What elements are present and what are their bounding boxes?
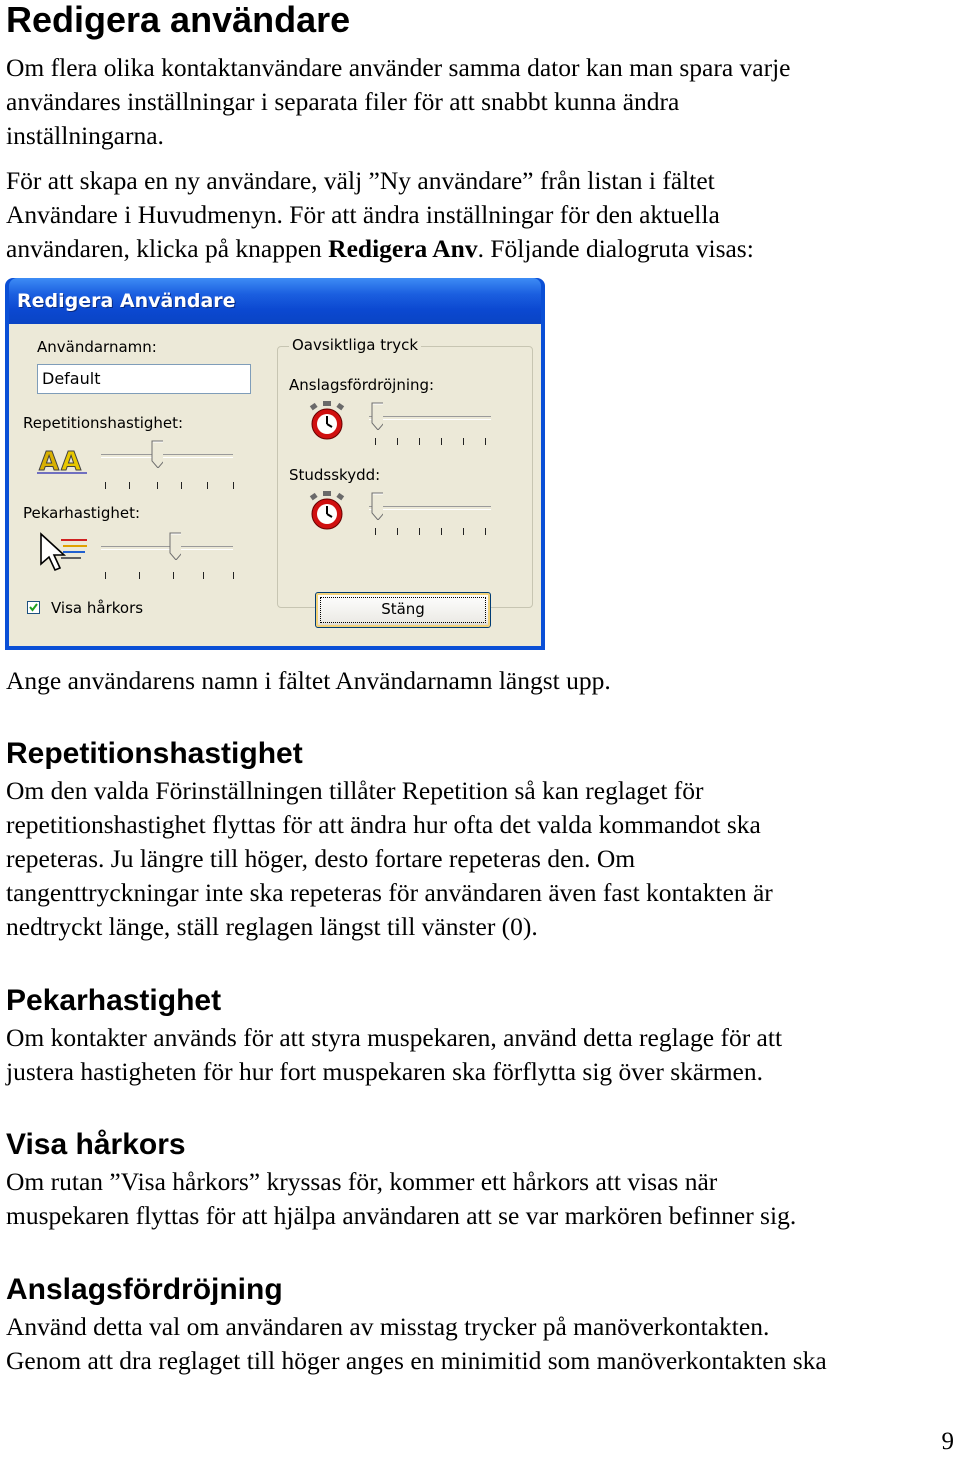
close-button-label: Stäng: [381, 600, 425, 618]
dialog-title: Redigera Användare: [9, 278, 541, 324]
repeat-rate-label: Repetitionshastighet:: [23, 414, 184, 432]
section-text-crosshair: Om rutan ”Visa hårkors” kryssas för, kommer ett hårkors att visas när muspekaren flyttas för att hjälpa användaren att se var markören befinner sig.: [6, 1167, 797, 1230]
section-text-repeat: Om den valda Förinställningen tillåter Repetition så kan reglaget för repetitionshastighet flyttas för att ändra hur ofta det valda kommandot ska repeteras. Ju längre till höger, desto fortare repeteras den. Om tangenttryckningar inte ska repeteras för användaren även fast kontakten är nedtryckt länge, ställ reglagen längst till vänster (0).: [6, 776, 773, 941]
section-text-pointer: Om kontakter används för att styra muspekaren, använd detta reglage för att justera hastigheten för hur fort muspekaren ska förflytta sig över skärmen.: [6, 1023, 783, 1086]
repeat-rate-slider-thumb[interactable]: [151, 440, 163, 468]
section-heading-pointer: Pekarhastighet: [6, 984, 222, 1017]
debounce-label: Studsskydd:: [289, 466, 381, 484]
pointer-icon: [39, 532, 91, 576]
key-delay-label: Anslagsfördröjning:: [289, 376, 435, 394]
svg-text:A: A: [39, 447, 60, 476]
button-name-reference: Redigera Anv: [328, 234, 478, 263]
pointer-speed-slider[interactable]: [101, 546, 233, 550]
intro-line: Om flera olika kontaktanvändare använder samma dator kan man spara varje: [6, 53, 791, 82]
intro-line: inställningarna.: [6, 121, 164, 150]
instructions-line: användaren, klicka på knappen Redigera Anv. Följande dialogruta visas:: [6, 234, 754, 263]
pointer-speed-label: Pekarhastighet:: [23, 504, 141, 522]
group-label: Oavsiktliga tryck: [289, 336, 421, 354]
section-heading-repeat: Repetitionshastighet: [6, 737, 303, 770]
debounce-slider-thumb[interactable]: [371, 492, 383, 520]
close-button[interactable]: [315, 592, 491, 628]
instructions-line: Användare i Huvudmenyn. För att ändra inställningar för den aktuella: [6, 200, 720, 229]
section-text-keydelay: Använd detta val om användaren av misstag trycker på manöverkontakten. Genom att dra reglaget till höger anges en minimitid som manöverkontakten ska: [6, 1312, 827, 1375]
page-heading: Redigera användare: [6, 0, 351, 40]
repeat-rate-slider[interactable]: [101, 454, 233, 458]
key-delay-slider[interactable]: [369, 416, 491, 420]
intro-line: användares inställningar i separata filer för att snabbt kunna ändra: [6, 87, 680, 116]
intro-paragraph: [6, 51, 791, 153]
pointer-speed-slider-thumb[interactable]: [169, 532, 181, 560]
debounce-slider[interactable]: [369, 506, 491, 510]
after-dialog-text: Ange användarens namn i fältet Användarnamn längst upp.: [6, 666, 611, 695]
instructions-line: För att skapa en ny användare, välj ”Ny användare” från listan i fältet: [6, 166, 715, 195]
section-heading-keydelay: Anslagsfördröjning: [6, 1273, 283, 1306]
stopwatch-icon: [307, 400, 347, 442]
svg-text:A: A: [61, 447, 82, 476]
page-number: 9: [941, 1428, 954, 1455]
stopwatch-icon: [307, 490, 347, 532]
edit-user-dialog: [5, 278, 545, 650]
crosshair-checkbox[interactable]: [27, 601, 40, 614]
username-input[interactable]: Default: [37, 364, 251, 394]
instructions-paragraph: [6, 164, 754, 266]
crosshair-label: Visa hårkors: [51, 599, 144, 617]
checkmark-icon: [28, 602, 39, 613]
aa-icon: [37, 442, 89, 476]
dialog-client-area: [9, 324, 541, 646]
username-label: Användarnamn:: [37, 338, 157, 356]
key-delay-slider-thumb[interactable]: [371, 402, 383, 430]
section-heading-crosshair: Visa hårkors: [6, 1128, 186, 1161]
